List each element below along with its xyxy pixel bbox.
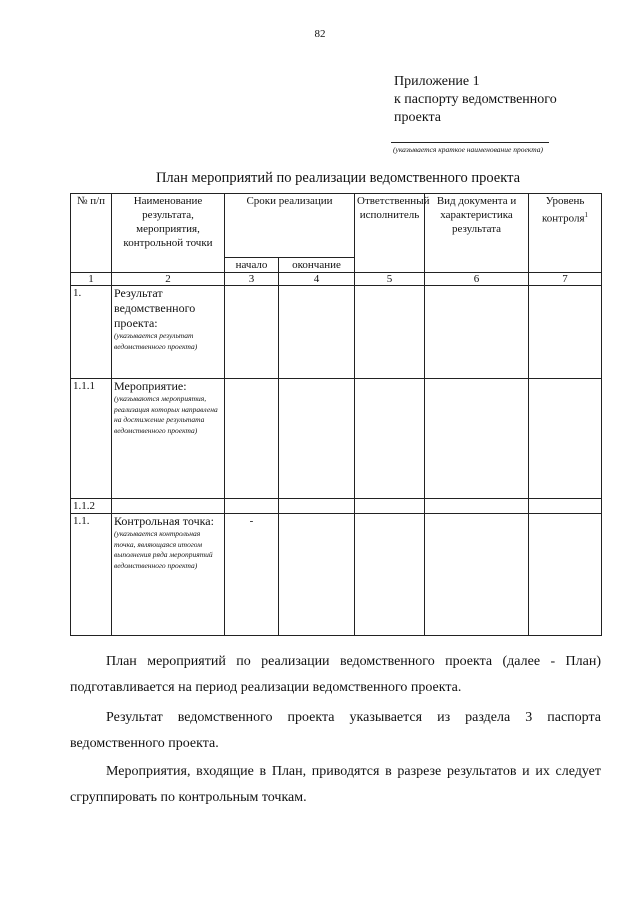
column-number: 4 xyxy=(279,273,355,286)
row-num: 1. xyxy=(71,286,112,379)
row-num: 1.1.1 xyxy=(71,379,112,499)
row-num: 1.1.2 xyxy=(71,499,112,514)
appendix-line-2: к паспорту ведомственного xyxy=(394,92,557,107)
appendix-line-1: Приложение 1 xyxy=(394,74,480,89)
column-number-row xyxy=(71,273,602,286)
row-name xyxy=(112,379,225,499)
header-responsible: Ответственный исполнитель xyxy=(355,194,425,273)
table-title: План мероприятий по реализации ведомственного проекта xyxy=(155,170,521,186)
header-num: № п/п xyxy=(71,194,112,273)
paragraph-plan-period: План мероприятий по реализации ведомственного проекта (далее - План) подготавливается на период реализации ведомственного проекта. xyxy=(70,654,601,695)
row-name xyxy=(112,499,225,514)
column-number: 6 xyxy=(425,273,529,286)
plan-table xyxy=(70,193,602,636)
project-name-hint: (указывается краткое наименование проекта) xyxy=(393,145,543,154)
row-document xyxy=(425,379,529,499)
column-number: 3 xyxy=(225,273,279,286)
header-document: Вид документа и характеристика результата xyxy=(425,194,529,273)
header-end: окончание xyxy=(279,258,355,273)
row-level xyxy=(529,514,602,636)
column-number: 7 xyxy=(529,273,602,286)
row-start xyxy=(225,379,279,499)
table-row xyxy=(71,379,602,499)
project-name-line xyxy=(391,142,549,143)
row-end xyxy=(279,379,355,499)
row-level xyxy=(529,499,602,514)
row-note: (указывается контрольная точка, являющаяся итогом выполнения ряда мероприятий ведомственного проекта) xyxy=(114,529,213,570)
row-level xyxy=(529,286,602,379)
column-number: 5 xyxy=(355,273,425,286)
header-start: начало xyxy=(225,258,279,273)
row-note: (указываются мероприятия, реализация которых направлена на достижение результата ведомственного проекта) xyxy=(114,394,218,435)
appendix-line-3: проекта xyxy=(394,110,441,125)
table-row xyxy=(71,499,602,514)
row-start: - xyxy=(225,514,279,636)
row-document xyxy=(425,499,529,514)
row-end xyxy=(279,286,355,379)
header-row xyxy=(71,194,602,258)
row-name xyxy=(112,514,225,636)
header-level-footnote: 1 xyxy=(584,211,589,219)
row-note: (указывается результат ведомственного проекта) xyxy=(114,331,198,351)
row-title: Мероприятие: xyxy=(114,379,187,393)
page-number: 82 xyxy=(314,28,326,40)
row-level xyxy=(529,379,602,499)
row-responsible xyxy=(355,379,425,499)
table-row xyxy=(71,514,602,636)
column-number: 2 xyxy=(112,273,225,286)
column-number: 1 xyxy=(71,273,112,286)
row-title: Контрольная точка: xyxy=(114,514,214,528)
row-responsible xyxy=(355,286,425,379)
row-responsible xyxy=(355,499,425,514)
header-name: Наименование результата, мероприятия, контрольной точки xyxy=(112,194,225,273)
row-end xyxy=(279,514,355,636)
header-level-label: Уровень контроля xyxy=(542,195,585,225)
row-document xyxy=(425,514,529,636)
row-name xyxy=(112,286,225,379)
paragraph-grouping: Мероприятия, входящие в План, приводятся в разрезе результатов и их следует сгруппировать по контрольным точкам. xyxy=(70,764,601,805)
row-num: 1.1. xyxy=(71,514,112,636)
row-document xyxy=(425,286,529,379)
header-level xyxy=(529,194,602,273)
appendix-heading xyxy=(394,73,557,127)
row-start xyxy=(225,499,279,514)
paragraph-result-source: Результат ведомственного проекта указывается из раздела 3 паспорта ведомственного проекта. xyxy=(70,710,601,751)
row-responsible xyxy=(355,514,425,636)
table-row xyxy=(71,286,602,379)
header-terms: Сроки реализации xyxy=(225,194,355,258)
row-title: Результат ведомственного проекта: xyxy=(114,286,196,330)
row-end xyxy=(279,499,355,514)
row-start xyxy=(225,286,279,379)
